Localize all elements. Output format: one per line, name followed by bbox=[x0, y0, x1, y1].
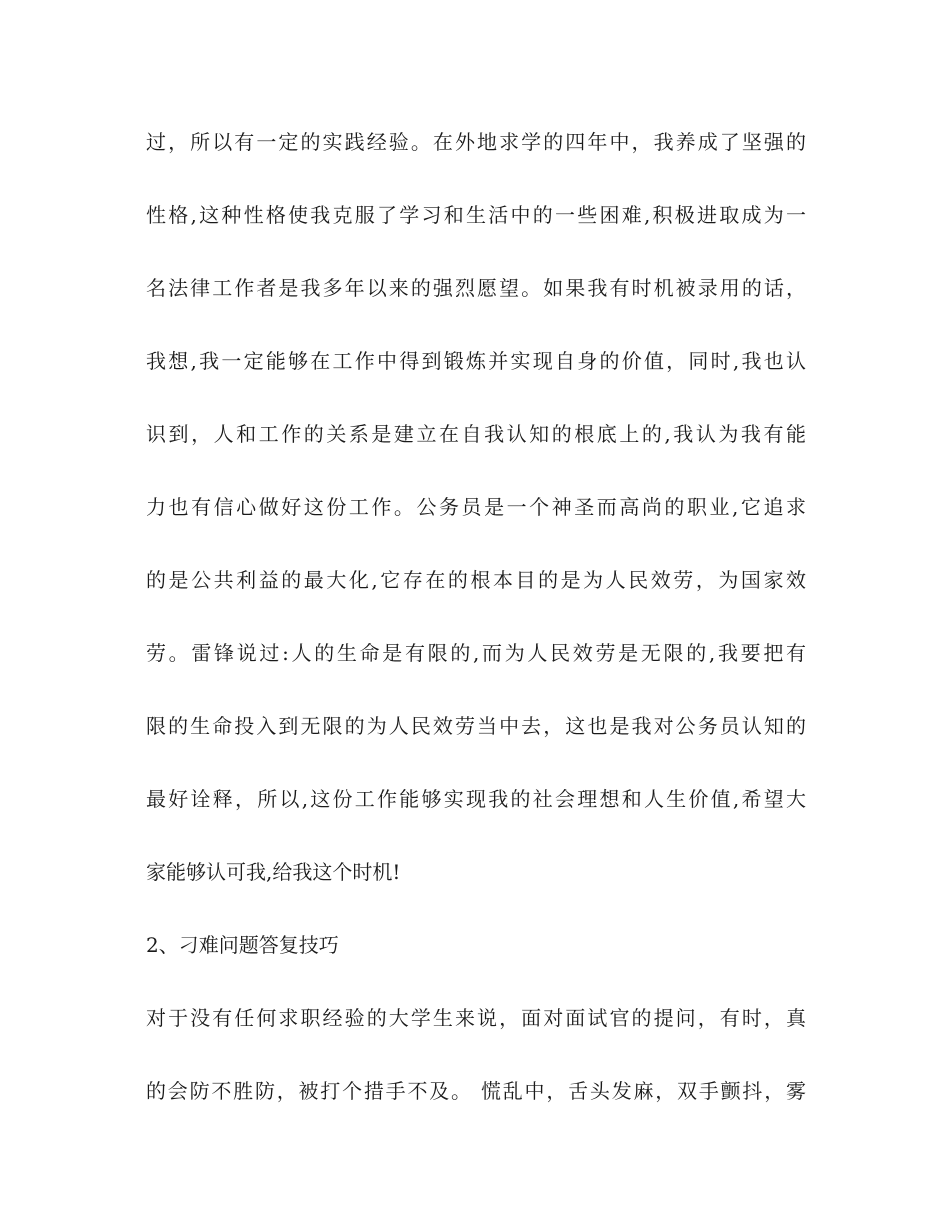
paragraph-line: 的会防不胜防，被打个措手不及。 慌乱中，舌头发麻，双手颤抖，雾 bbox=[146, 1079, 806, 1103]
paragraph-line: 限的生命投入到无限的为人民效劳当中去，这也是我对公务员认知的 bbox=[146, 714, 806, 738]
paragraph-line: 家能够认可我,给我这个时机! bbox=[146, 860, 401, 884]
paragraph-line: 名法律工作者是我多年以来的强烈愿望。如果我有时机被录用的话， bbox=[146, 276, 806, 300]
paragraph-line: 性格,这种性格使我克服了学习和生活中的一些困难,积极进取成为一 bbox=[146, 203, 806, 227]
paragraph-line: 识到，人和工作的关系是建立在自我认知的根底上的,我认为我有能 bbox=[146, 422, 806, 446]
paragraph-line: 对于没有任何求职经验的大学生来说，面对面试官的提问，有时，真 bbox=[146, 1006, 806, 1030]
paragraph-line: 劳。雷锋说过:人的生命是有限的,而为人民效劳是无限的,我要把有 bbox=[146, 641, 806, 665]
paragraph-line: 过，所以有一定的实践经验。在外地求学的四年中，我养成了坚强的 bbox=[146, 130, 806, 154]
paragraph-line: 的是公共利益的最大化,它存在的根本目的是为人民效劳，为国家效 bbox=[146, 568, 806, 592]
paragraph-line: 我想,我一定能够在工作中得到锻炼并实现自身的价值，同时,我也认 bbox=[146, 349, 806, 373]
section-heading: 2、刁难问题答复技巧 bbox=[146, 933, 339, 957]
paragraph-line: 最好诠释，所以,这份工作能够实现我的社会理想和人生价值,希望大 bbox=[146, 787, 806, 811]
paragraph-line: 力也有信心做好这份工作。公务员是一个神圣而高尚的职业,它追求 bbox=[146, 495, 806, 519]
